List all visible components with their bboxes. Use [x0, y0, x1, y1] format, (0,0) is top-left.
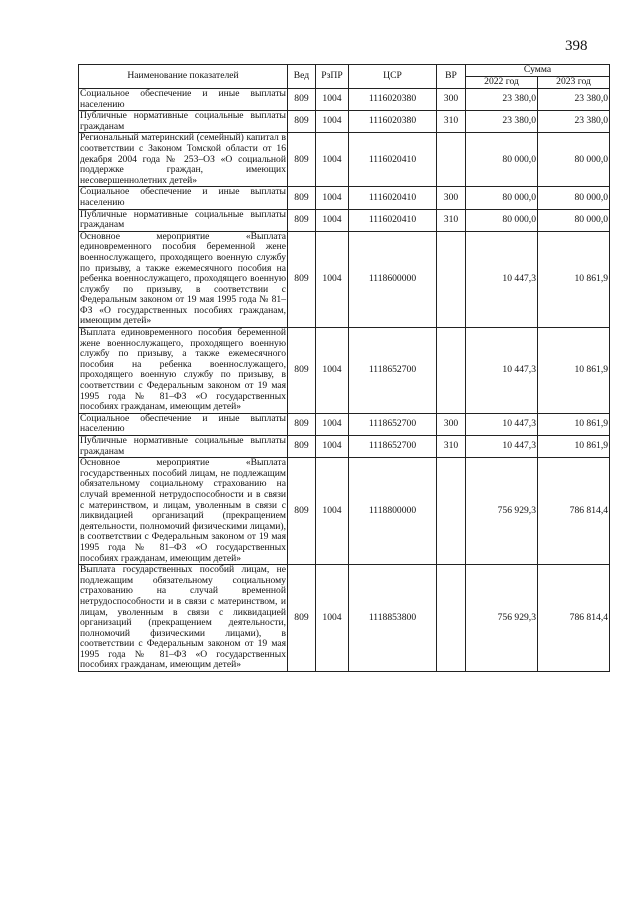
- cell-2023: 80 000,0: [538, 187, 610, 209]
- table-row: [79, 413, 610, 435]
- cell-csr: 1118652700: [349, 436, 437, 458]
- cell-vr: [437, 458, 466, 565]
- cell-rzpr: 1004: [316, 436, 349, 458]
- cell-2023: 10 861,9: [538, 328, 610, 414]
- cell-ved: 809: [288, 328, 316, 414]
- cell-2022: 80 000,0: [466, 209, 538, 231]
- cell-2022: 756 929,3: [466, 565, 538, 672]
- cell-csr: 1118853800: [349, 565, 437, 672]
- cell-ved: 809: [288, 413, 316, 435]
- cell-ved: 809: [288, 111, 316, 133]
- header-sum: Сумма: [466, 65, 610, 77]
- cell-name: Социальное обеспечение и иные выплаты населению: [80, 412, 286, 435]
- cell-2023: 10 861,9: [538, 231, 610, 327]
- table-row: [79, 458, 610, 565]
- cell-ved: 809: [288, 458, 316, 565]
- cell-rzpr: 1004: [316, 133, 349, 187]
- cell-name: Выплата государственных пособий лицам, не подлежащим обязательному социальному страхованию на случай временной нетрудоспособности и в связи с материнством, и лицам, уволенным в связи с ликвидацией организаций (прекращением деятельности, полномочий физическими лицами), в соответствии с Федеральным законом от 19 мая 1995 года № 81–ФЗ «О государственных пособиях гражданам, имеющим детей»: [80, 564, 286, 671]
- cell-name: Публичные нормативные социальные выплаты гражданам: [80, 435, 286, 457]
- cell-vr: [437, 231, 466, 327]
- cell-ved: 809: [288, 565, 316, 672]
- cell-csr: 1118800000: [349, 458, 437, 565]
- cell-csr: 1116020410: [349, 187, 437, 209]
- cell-2022: 80 000,0: [466, 187, 538, 209]
- cell-2022: 23 380,0: [466, 89, 538, 111]
- table-row: [79, 436, 610, 458]
- header-2022: 2022 год: [466, 77, 538, 89]
- cell-2023: 786 814,4: [538, 565, 610, 672]
- table-row: [79, 187, 610, 209]
- cell-2022: 10 447,3: [466, 413, 538, 435]
- cell-2023: 80 000,0: [538, 133, 610, 187]
- table-row: [79, 231, 610, 327]
- header-csr: ЦСР: [349, 65, 437, 89]
- cell-2022: 10 447,3: [466, 231, 538, 327]
- cell-name: Основное мероприятие «Выплата государственных пособий лицам, не подлежащим обязательному социальному страхованию на случай временной нетрудоспособности и в связи с материнством, и лицам, уволенным в связи с ликвидацией организаций (прекращением деятельности, полномочий физическими лицами), в соответствии с Федеральным законом от 19 мая 1995 года № 81–ФЗ «О государственных пособиях гражданам, имеющим детей»: [80, 457, 286, 564]
- cell-csr: 1118652700: [349, 413, 437, 435]
- cell-csr: 1116020410: [349, 209, 437, 231]
- header-ved: Вед: [288, 65, 316, 89]
- cell-2022: 756 929,3: [466, 458, 538, 565]
- header-name: Наименование показателей: [79, 65, 288, 89]
- cell-2022: 80 000,0: [466, 133, 538, 187]
- table-row: [79, 111, 610, 133]
- header-2023: 2023 год: [538, 77, 610, 89]
- table-row: [79, 133, 610, 187]
- cell-vr: [437, 565, 466, 672]
- cell-ved: 809: [288, 89, 316, 111]
- cell-rzpr: 1004: [316, 209, 349, 231]
- cell-2022: 23 380,0: [466, 111, 538, 133]
- cell-name: Выплата единовременного пособия беременной жене военнослужащего, проходящего военную службу по призыву, а также ежемесячного пособия на ребенка военнослужащего, проходящего военную службу по призыву, в соответствии с Федеральным законом от 19 мая 1995 года № 81–ФЗ «О государственных пособиях гражданам, имеющим детей»: [80, 327, 286, 413]
- cell-vr: [437, 133, 466, 187]
- cell-name: Региональный материнский (семейный) капитал в соответствии с Законом Томской области от 16 декабря 2004 года № 253–ОЗ «О социальной поддержке граждан, имеющих несовершеннолетних детей»: [80, 132, 286, 186]
- cell-2023: 786 814,4: [538, 458, 610, 565]
- cell-ved: 809: [288, 231, 316, 327]
- cell-vr: 310: [437, 436, 466, 458]
- cell-rzpr: 1004: [316, 565, 349, 672]
- cell-vr: 310: [437, 111, 466, 133]
- cell-rzpr: 1004: [316, 413, 349, 435]
- cell-vr: [437, 328, 466, 414]
- cell-2023: 23 380,0: [538, 89, 610, 111]
- cell-2022: 10 447,3: [466, 328, 538, 414]
- cell-csr: 1116020410: [349, 133, 437, 187]
- cell-csr: 1116020380: [349, 89, 437, 111]
- cell-csr: 1118600000: [349, 231, 437, 327]
- cell-name: Публичные нормативные социальные выплаты гражданам: [80, 110, 286, 132]
- cell-name: Публичные нормативные социальные выплаты гражданам: [80, 208, 286, 231]
- cell-2023: 23 380,0: [538, 111, 610, 133]
- cell-2023: 10 861,9: [538, 413, 610, 435]
- cell-rzpr: 1004: [316, 328, 349, 414]
- table-body: [79, 89, 610, 672]
- budget-table: [78, 64, 610, 672]
- cell-2022: 10 447,3: [466, 436, 538, 458]
- cell-2023: 10 861,9: [538, 436, 610, 458]
- table-row: [79, 209, 610, 231]
- cell-ved: 809: [288, 187, 316, 209]
- cell-rzpr: 1004: [316, 458, 349, 565]
- cell-csr: 1118652700: [349, 328, 437, 414]
- cell-ved: 809: [288, 209, 316, 231]
- cell-2023: 80 000,0: [538, 209, 610, 231]
- table-row: [79, 89, 610, 111]
- cell-name: Основное мероприятие «Выплата единовременного пособия беременной жене военнослужащего, проходящего военную службу по призыву, а также ежемесячного пособия на ребенка военнослужащего, проходящего военную службу по призыву, в соответствии с Федеральным законом от 19 мая 1995 года № 81–ФЗ «О государственных пособиях гражданам, имеющим детей»: [80, 230, 286, 327]
- table-header: [79, 65, 610, 89]
- header-rzpr: РзПР: [316, 65, 349, 89]
- cell-rzpr: 1004: [316, 231, 349, 327]
- cell-rzpr: 1004: [316, 111, 349, 133]
- cell-name: Социальное обеспечение и иные выплаты населению: [80, 88, 286, 110]
- cell-rzpr: 1004: [316, 89, 349, 111]
- cell-ved: 809: [288, 436, 316, 458]
- cell-csr: 1116020380: [349, 111, 437, 133]
- cell-vr: 300: [437, 187, 466, 209]
- cell-name: Социальное обеспечение и иные выплаты населению: [80, 186, 286, 208]
- cell-vr: 300: [437, 413, 466, 435]
- page-number: 398: [565, 38, 588, 54]
- cell-ved: 809: [288, 133, 316, 187]
- cell-vr: 310: [437, 209, 466, 231]
- table-row: [79, 565, 610, 672]
- cell-vr: 300: [437, 89, 466, 111]
- header-vr: ВР: [437, 65, 466, 89]
- cell-rzpr: 1004: [316, 187, 349, 209]
- table-row: [79, 328, 610, 414]
